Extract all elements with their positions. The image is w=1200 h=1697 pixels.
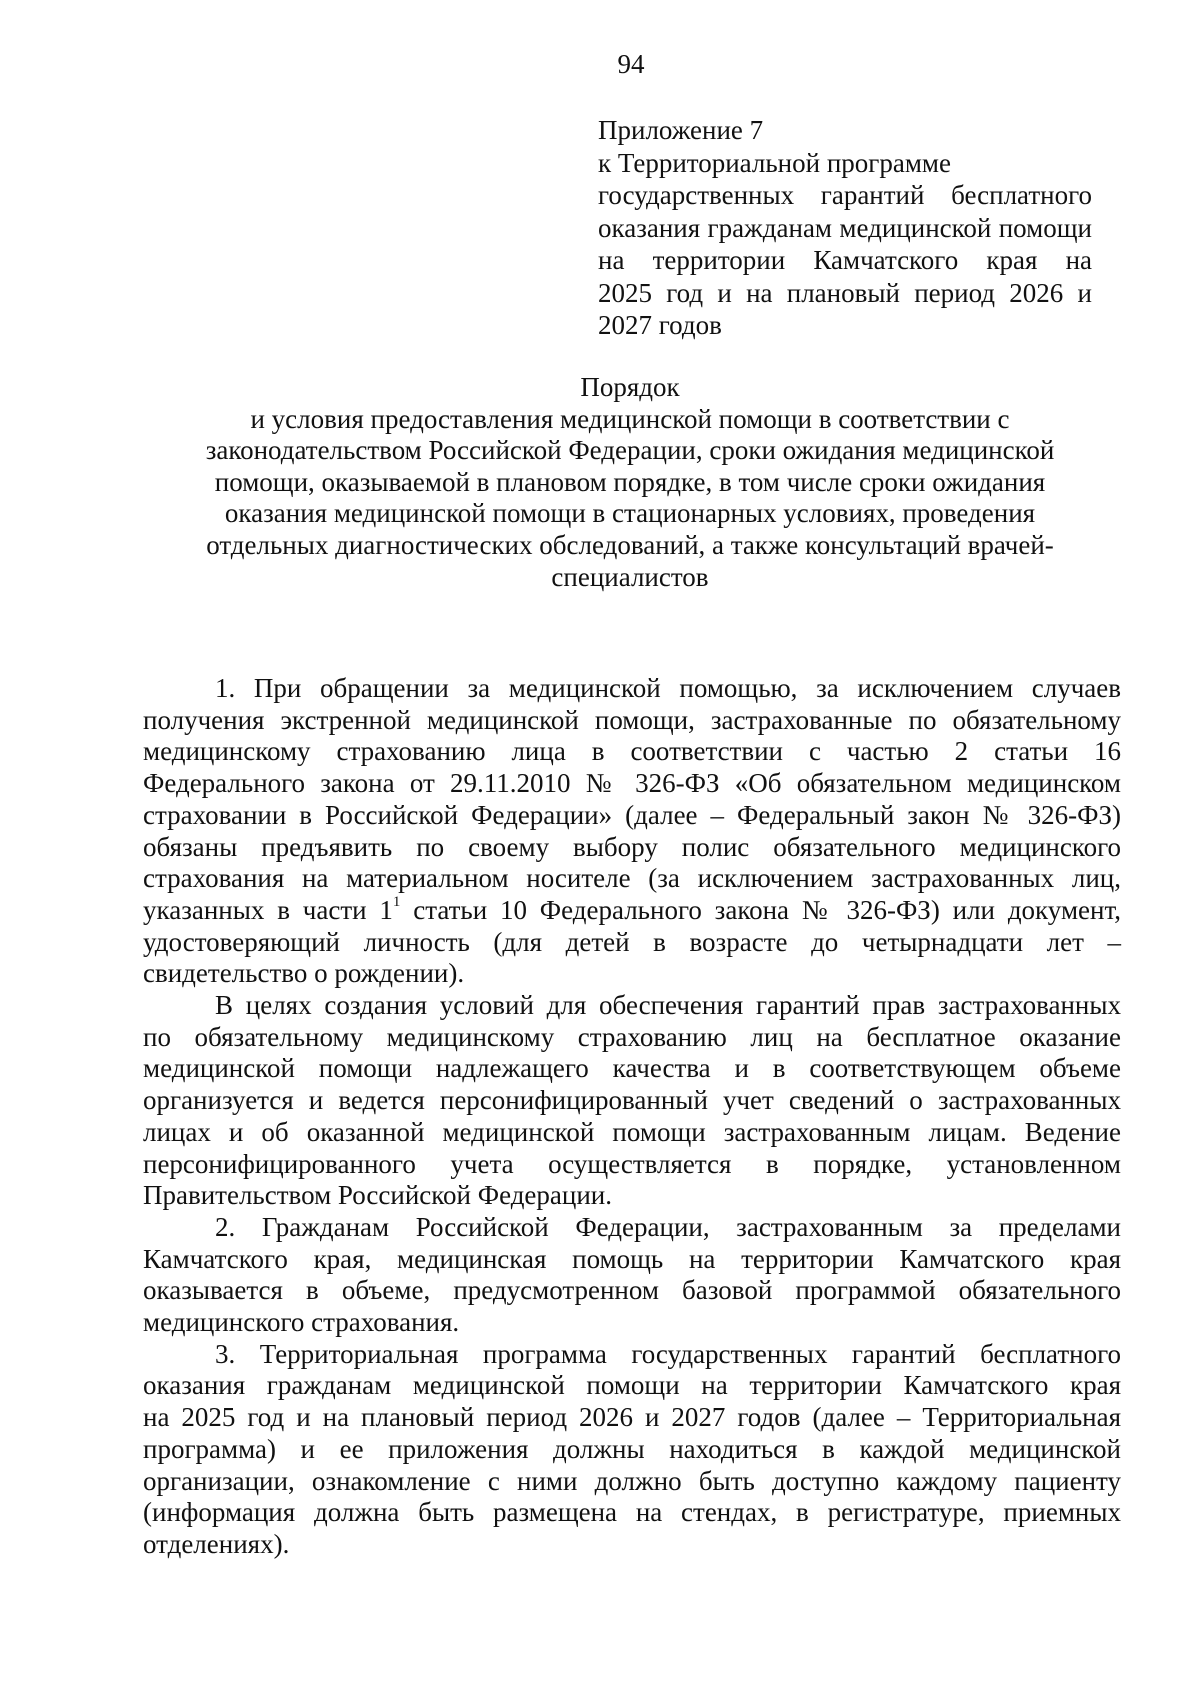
paragraph-line	[143, 895, 1121, 927]
appendix-line: 2025 год и на плановый период 2026 и	[598, 277, 1092, 308]
paragraph-line: персонифицированного учета осуществляется в порядке, установленном	[143, 1148, 1121, 1179]
paragraph-line: (информация должна быть размещена на стендах, в регистратуре, приемных	[143, 1497, 1121, 1528]
paragraph-line: оказания гражданам медицинской помощи на территории Камчатского края	[143, 1370, 1121, 1401]
paragraph-line: В целях создания условий для обеспечения гарантий прав застрахованных	[215, 990, 1121, 1021]
paragraph-line: на 2025 год и на плановый период 2026 и 2027 годов (далее – Территориальная	[143, 1402, 1121, 1433]
paragraph-line: Камчатского края, медицинская помощь на территории Камчатского края	[143, 1243, 1121, 1274]
line-text: статьи 10 Федерального закона № 326-ФЗ) или документ,	[400, 894, 1121, 925]
appendix-line: оказания гражданам медицинской помощи	[598, 212, 1092, 243]
title-line: и условия предоставления медицинской помощи в соответствии с	[250, 403, 1010, 434]
paragraph-line: Федерального закона от 29.11.2010 № 326-ФЗ «Об обязательном медицинском	[143, 768, 1121, 799]
paragraph-line: отделениях).	[143, 1528, 290, 1559]
paragraph-line: страховании в Российской Федерации» (далее – Федеральный закон № 326-ФЗ)	[143, 799, 1121, 830]
page-number: 94	[617, 49, 645, 79]
paragraph-line: Правительством Российской Федерации.	[143, 1180, 612, 1211]
paragraph-line: медицинской помощи надлежащего качества и в соответствующем объеме	[143, 1053, 1121, 1084]
superscript: 1	[392, 893, 401, 910]
paragraph-line: по обязательному медицинскому страхованию лиц на бесплатное оказание	[143, 1021, 1121, 1052]
title-line: законодательством Российской Федерации, сроки ожидания медицинской	[205, 435, 1055, 466]
title-line: оказания медицинской помощи в стационарных условиях, проведения	[224, 498, 1036, 529]
paragraph-line: 3. Территориальная программа государственных гарантий бесплатного	[215, 1338, 1121, 1369]
appendix-line: к Территориальной программе	[598, 147, 951, 178]
appendix-header	[598, 114, 1092, 342]
paragraph-line: организации, ознакомление с ними должно быть доступно каждому пациенту	[143, 1465, 1121, 1496]
paragraph-line: удостоверяющий личность (для детей в возрасте до четырнадцати лет –	[143, 926, 1121, 957]
appendix-line: государственных гарантий бесплатного	[598, 180, 1092, 210]
paragraph-line: обязаны предъявить по своему выбору полис обязательного медицинского	[143, 831, 1121, 862]
paragraph-line: программа) и ее приложения должны находиться в каждой медицинской	[143, 1433, 1121, 1464]
paragraph-line: страхования на материальном носителе (за исключением застрахованных лиц,	[143, 863, 1121, 894]
title-line: специалистов	[551, 561, 709, 592]
appendix-line: на территории Камчатского края на	[598, 245, 1092, 275]
document-title	[140, 372, 1120, 593]
paragraph-line: медицинскому страхованию лица в соответствии с частью 2 статьи 16	[143, 736, 1121, 767]
title-line: помощи, оказываемой в плановом порядке, в том числе сроки ожидания	[214, 466, 1046, 497]
paragraph-line: свидетельство о рождении).	[143, 958, 465, 989]
paragraph-line: получения экстренной медицинской помощи, застрахованные по обязательному	[143, 704, 1121, 735]
paragraph-line: 1. При обращении за медицинской помощью, за исключением случаев	[215, 673, 1121, 703]
paragraph-line: оказывается в объеме, предусмотренном базовой программой обязательного	[143, 1275, 1121, 1306]
paragraph-line: 2. Гражданам Российской Федерации, застрахованным за пределами	[215, 1211, 1121, 1242]
paragraph-line: медицинского страхования.	[143, 1307, 460, 1338]
paragraph-line: лицах и об оказанной медицинской помощи застрахованным лицам. Ведение	[143, 1116, 1121, 1147]
document-body	[143, 673, 1121, 1561]
appendix-line: Приложение 7	[598, 115, 764, 145]
title-heading: Порядок	[580, 372, 680, 402]
line-text: указанных в части 1	[143, 894, 393, 925]
appendix-line: 2027 годов	[598, 310, 722, 340]
title-line: отдельных диагностических обследований, а также консультаций врачей-	[206, 529, 1054, 560]
paragraph-line: организуется и ведется персонифицированный учет сведений о застрахованных	[143, 1085, 1121, 1116]
